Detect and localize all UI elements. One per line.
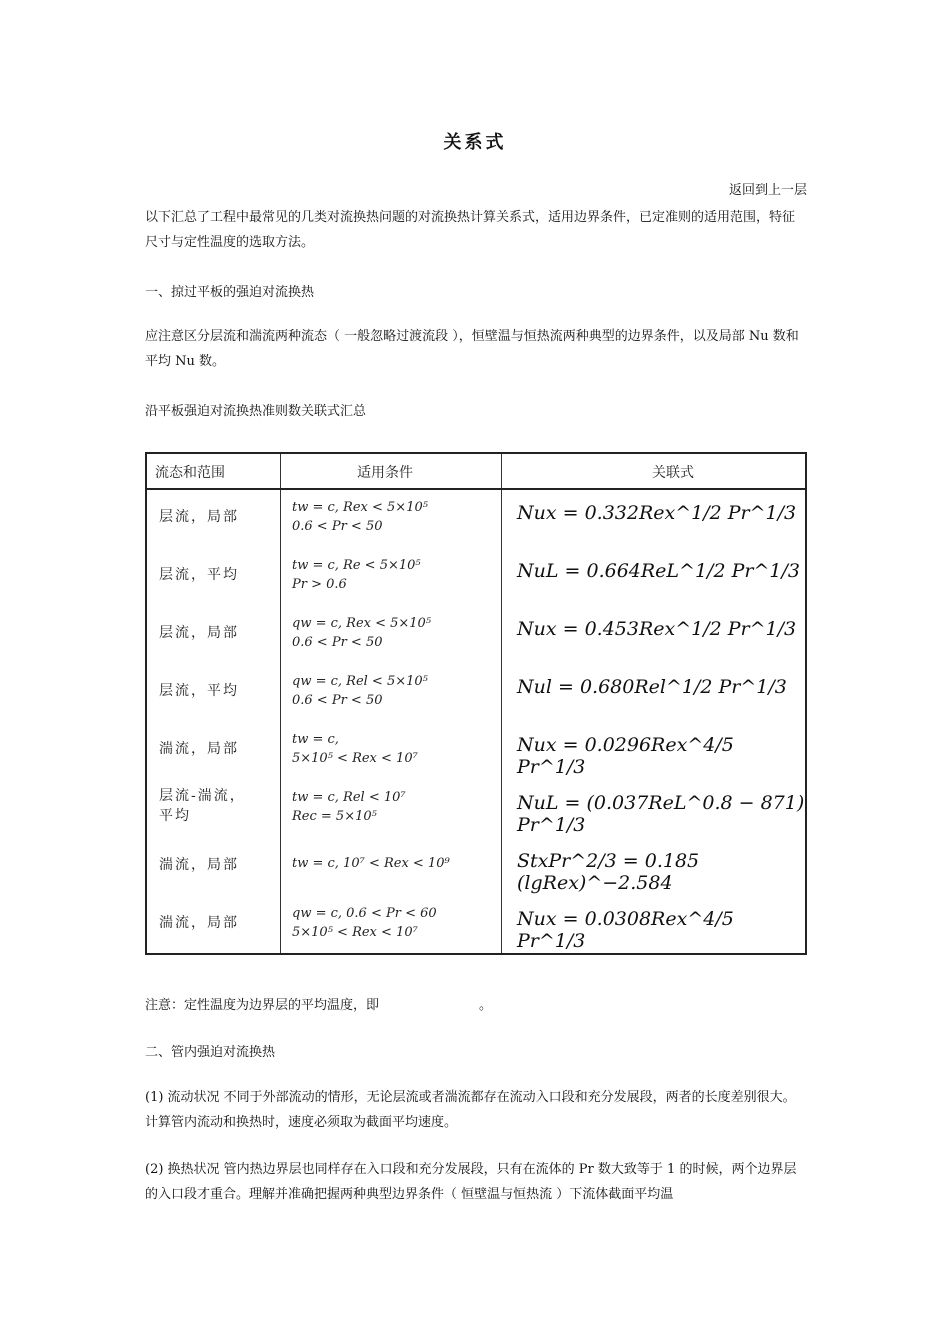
table-caption: 沿平板强迫对流换热准则数关联式汇总 (145, 404, 367, 419)
header-conditions: 适用条件 (357, 465, 413, 481)
section2-heading: 二、管内强迫对流换热 (145, 1045, 276, 1060)
section2-item-1: (1) 流动状况 不同于外部流动的情形，无论层流或者湍流都存在流动入口段和充分发展段，两者的长度差别很大。计算管内流动和换热时，速度必须取为截面平均速度。 (145, 1090, 796, 1130)
cell-conditions: tw = c, Re < 5×10⁵ Pr > 0.6 (292, 558, 421, 592)
correlation-table (145, 452, 807, 955)
cell-conditions: tw = c, 5×10⁵ < Rex < 10⁷ (292, 732, 418, 766)
cell-conditions: tw = c, 10⁷ < Rex < 10⁹ (292, 856, 450, 871)
cell-correlation: Nux = 0.0308Rex^4/5 Pr^1/3 (517, 908, 734, 952)
note-paragraph: 注意：定性温度为边界层的平均温度，即 。 (145, 998, 493, 1013)
table-row (147, 546, 805, 604)
cell-flow-state: 湍流，局部 (159, 915, 239, 931)
cell-correlation: NuL = (0.037ReL^0.8 − 871) Pr^1/3 (517, 792, 805, 836)
cell-flow-state: 层流，局部 (159, 509, 239, 525)
cell-flow-state: 湍流，局部 (159, 857, 239, 873)
cell-conditions: tw = c, Rel < 10⁷ Rec = 5×10⁵ (292, 790, 406, 824)
cell-flow-state: 湍流，局部 (159, 741, 239, 757)
section1-paragraph: 应注意区分层流和湍流两种流态（ 一般忽略过渡流段 ），恒壁温与恒热流两种典型的边界条件，以及局部 Nu 数和平均 Nu 数。 (145, 329, 799, 369)
back-link[interactable]: 返回到上一层 (728, 183, 807, 198)
cell-flow-state: 层流，局部 (159, 625, 239, 641)
page-title: 关系式 (443, 132, 507, 153)
cell-correlation: Nux = 0.0296Rex^4/5 Pr^1/3 (517, 734, 734, 778)
cell-correlation: StxPr^2/3 = 0.185 (lgRex)^−2.584 (517, 850, 700, 894)
table-row (147, 662, 805, 720)
cell-conditions: qw = c, 0.6 < Pr < 60 5×10⁵ < Rex < 10⁷ (292, 906, 437, 940)
cell-correlation: NuL = 0.664ReL^1/2 Pr^1/3 (517, 560, 800, 582)
header-flow-state: 流态和范围 (155, 465, 225, 481)
table-row (147, 836, 805, 894)
section2-item-2: (2) 换热状况 管内热边界层也同样存在入口段和充分发展段，只有在流体的 Pr 数大致等于 1 的时候，两个边界层的入口段才重合。理解并准确把握两种典型边界条件（ 恒壁温与恒热流 ）下流体截面平均温 (145, 1162, 797, 1202)
cell-flow-state: 层流，平均 (159, 683, 239, 699)
table-row (147, 604, 805, 662)
cell-flow-state: 层流-湍流， 平均 (159, 788, 246, 824)
cell-conditions: qw = c, Rex < 5×10⁵ 0.6 < Pr < 50 (292, 616, 432, 650)
table-row (147, 894, 805, 952)
table-header (147, 454, 805, 490)
cell-flow-state: 层流，平均 (159, 567, 239, 583)
table-row (147, 778, 805, 836)
cell-conditions: tw = c, Rex < 5×10⁵ 0.6 < Pr < 50 (292, 500, 428, 534)
cell-correlation: Nux = 0.453Rex^1/2 Pr^1/3 (517, 618, 797, 640)
intro-paragraph: 以下汇总了工程中最常见的几类对流换热问题的对流换热计算关系式，适用边界条件，已定准则的适用范围，特征尺寸与定性温度的选取方法。 (145, 210, 796, 250)
table-row (147, 720, 805, 778)
cell-correlation: Nux = 0.332Rex^1/2 Pr^1/3 (517, 502, 797, 524)
cell-conditions: qw = c, Rel < 5×10⁵ 0.6 < Pr < 50 (292, 674, 428, 708)
cell-correlation: Nul = 0.680Rel^1/2 Pr^1/3 (517, 676, 787, 698)
header-correlation: 关联式 (652, 465, 694, 481)
table-row (147, 488, 805, 546)
section1-heading: 一、掠过平板的强迫对流换热 (145, 285, 315, 300)
